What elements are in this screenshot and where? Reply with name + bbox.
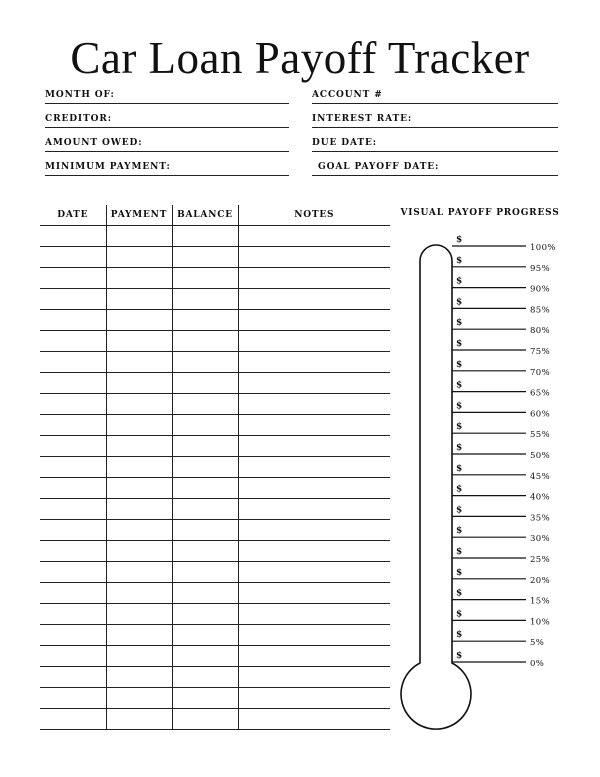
date-cell[interactable] — [40, 646, 106, 667]
table-row — [40, 352, 390, 373]
table-row — [40, 478, 390, 499]
table-row — [40, 625, 390, 646]
date-cell[interactable] — [40, 268, 106, 289]
payment-cell[interactable] — [106, 394, 172, 415]
balance-cell[interactable] — [172, 604, 238, 625]
progress-dollar-sign: $ — [456, 276, 463, 287]
balance-cell[interactable] — [172, 415, 238, 436]
table-row — [40, 709, 390, 730]
progress-level-label: 70% — [530, 367, 551, 378]
balance-cell[interactable] — [172, 436, 238, 457]
balance-cell[interactable] — [172, 457, 238, 478]
progress-dollar-sign: $ — [456, 359, 463, 370]
balance-column-header: BALANCE — [172, 205, 238, 226]
date-cell[interactable] — [40, 499, 106, 520]
notes-cell[interactable] — [238, 667, 390, 688]
notes-column-header: NOTES — [238, 205, 390, 226]
date-cell[interactable] — [40, 415, 106, 436]
balance-cell[interactable] — [172, 667, 238, 688]
amount-owed-field[interactable] — [45, 137, 289, 152]
table-header-row — [40, 205, 390, 226]
date-cell[interactable] — [40, 688, 106, 709]
payoff-thermometer — [390, 230, 570, 740]
page-title: Car Loan Payoff Tracker — [70, 33, 530, 83]
table-row — [40, 247, 390, 268]
notes-cell[interactable] — [238, 415, 390, 436]
date-cell[interactable] — [40, 583, 106, 604]
table-row — [40, 436, 390, 457]
amount-owed-label: AMOUNT OWED: — [45, 138, 143, 148]
date-cell[interactable] — [40, 373, 106, 394]
payment-cell[interactable] — [106, 646, 172, 667]
balance-cell[interactable] — [172, 541, 238, 562]
payment-cell[interactable] — [106, 604, 172, 625]
progress-level-label: 20% — [530, 575, 551, 586]
interest-rate-label: INTEREST RATE: — [312, 114, 413, 124]
date-cell[interactable] — [40, 541, 106, 562]
notes-cell[interactable] — [238, 646, 390, 667]
progress-level-label: 65% — [530, 388, 551, 399]
table-row — [40, 562, 390, 583]
progress-level-label: 55% — [530, 430, 551, 441]
payment-cell[interactable] — [106, 541, 172, 562]
payment-cell[interactable] — [106, 625, 172, 646]
progress-dollar-sign: $ — [456, 484, 463, 495]
progress-dollar-sign: $ — [456, 609, 463, 620]
table-row — [40, 310, 390, 331]
payment-cell[interactable] — [106, 520, 172, 541]
balance-cell[interactable] — [172, 331, 238, 352]
balance-cell[interactable] — [172, 289, 238, 310]
notes-cell[interactable] — [238, 310, 390, 331]
progress-level-label: 35% — [530, 513, 551, 524]
payment-cell[interactable] — [106, 478, 172, 499]
progress-level-label: 75% — [530, 347, 551, 357]
payment-cell[interactable] — [106, 688, 172, 709]
progress-level-label: 50% — [530, 451, 551, 461]
payment-cell[interactable] — [106, 709, 172, 730]
date-cell[interactable] — [40, 289, 106, 310]
notes-cell[interactable] — [238, 625, 390, 646]
date-cell[interactable] — [40, 625, 106, 646]
balance-cell[interactable] — [172, 310, 238, 331]
balance-cell[interactable] — [172, 478, 238, 499]
progress-dollar-sign: $ — [456, 401, 463, 412]
date-cell[interactable] — [40, 394, 106, 415]
payment-cell[interactable] — [106, 268, 172, 289]
payment-log-table — [40, 205, 390, 730]
table-row — [40, 289, 390, 310]
payment-cell[interactable] — [106, 436, 172, 457]
payment-cell[interactable] — [106, 667, 172, 688]
progress-level-label: 45% — [530, 471, 551, 482]
balance-cell[interactable] — [172, 583, 238, 604]
balance-cell[interactable] — [172, 352, 238, 373]
progress-level-label: 85% — [530, 305, 551, 316]
notes-cell[interactable] — [238, 289, 390, 310]
payment-cell[interactable] — [106, 289, 172, 310]
notes-cell[interactable] — [238, 373, 390, 394]
goal-payoff-date-label: GOAL PAYOFF DATE: — [318, 162, 440, 172]
notes-cell[interactable] — [238, 436, 390, 457]
table-row — [40, 394, 390, 415]
payment-column-header: PAYMENT — [106, 205, 172, 226]
progress-dollar-sign: $ — [456, 380, 463, 391]
progress-dollar-sign: $ — [456, 235, 463, 245]
date-cell[interactable] — [40, 352, 106, 373]
payment-cell[interactable] — [106, 352, 172, 373]
notes-cell[interactable] — [238, 394, 390, 415]
payment-log-body — [40, 226, 390, 730]
date-cell[interactable] — [40, 709, 106, 730]
due-date-field[interactable] — [312, 137, 558, 152]
balance-cell[interactable] — [172, 226, 238, 247]
table-row — [40, 268, 390, 289]
notes-cell[interactable] — [238, 688, 390, 709]
notes-cell[interactable] — [238, 520, 390, 541]
payment-cell[interactable] — [106, 331, 172, 352]
date-cell[interactable] — [40, 226, 106, 247]
table-row — [40, 541, 390, 562]
table-row — [40, 415, 390, 436]
table-row — [40, 373, 390, 394]
progress-level-label: 0% — [530, 659, 545, 669]
progress-dollar-sign: $ — [456, 630, 463, 641]
date-cell[interactable] — [40, 247, 106, 268]
balance-cell[interactable] — [172, 247, 238, 268]
progress-dollar-sign: $ — [456, 318, 463, 329]
progress-dollar-sign: $ — [456, 588, 463, 599]
table-row — [40, 667, 390, 688]
notes-cell[interactable] — [238, 499, 390, 520]
payment-cell[interactable] — [106, 415, 172, 436]
notes-cell[interactable] — [238, 541, 390, 562]
progress-dollar-sign: $ — [456, 422, 463, 433]
interest-rate-field[interactable] — [312, 113, 558, 128]
notes-cell[interactable] — [238, 352, 390, 373]
progress-level-label: 30% — [530, 534, 551, 545]
notes-cell[interactable] — [238, 562, 390, 583]
progress-level-label: 25% — [530, 555, 551, 565]
notes-cell[interactable] — [238, 331, 390, 352]
progress-dollar-sign: $ — [456, 567, 463, 578]
table-row — [40, 688, 390, 709]
progress-dollar-sign: $ — [456, 651, 463, 661]
progress-dollar-sign: $ — [456, 297, 463, 308]
progress-dollar-sign: $ — [456, 547, 463, 557]
notes-cell[interactable] — [238, 709, 390, 730]
progress-dollar-sign: $ — [456, 443, 463, 453]
table-row — [40, 583, 390, 604]
date-cell[interactable] — [40, 478, 106, 499]
progress-dollar-sign: $ — [456, 255, 463, 266]
payment-cell[interactable] — [106, 562, 172, 583]
date-cell[interactable] — [40, 310, 106, 331]
balance-cell[interactable] — [172, 520, 238, 541]
payment-cell[interactable] — [106, 457, 172, 478]
minimum-payment-field[interactable] — [45, 161, 289, 176]
progress-level-label: 5% — [530, 638, 545, 649]
notes-cell[interactable] — [238, 268, 390, 289]
date-cell[interactable] — [40, 331, 106, 352]
notes-cell[interactable] — [238, 583, 390, 604]
table-row — [40, 457, 390, 478]
payment-cell[interactable] — [106, 310, 172, 331]
balance-cell[interactable] — [172, 688, 238, 709]
progress-level-label: 80% — [530, 326, 551, 337]
table-row — [40, 499, 390, 520]
payment-cell[interactable] — [106, 583, 172, 604]
date-cell[interactable] — [40, 520, 106, 541]
progress-level-label: 60% — [530, 409, 551, 420]
balance-cell[interactable] — [172, 268, 238, 289]
month-of-field[interactable] — [45, 89, 289, 104]
goal-payoff-date-field[interactable] — [312, 161, 558, 176]
notes-cell[interactable] — [238, 478, 390, 499]
due-date-label: DUE DATE: — [312, 138, 377, 148]
date-column-header: DATE — [40, 205, 106, 226]
table-row — [40, 331, 390, 352]
table-row — [40, 604, 390, 625]
progress-dollar-sign: $ — [456, 526, 463, 537]
payment-cell[interactable] — [106, 373, 172, 394]
payment-cell[interactable] — [106, 499, 172, 520]
balance-cell[interactable] — [172, 562, 238, 583]
progress-level-label: 90% — [530, 284, 551, 295]
table-row — [40, 226, 390, 247]
date-cell[interactable] — [40, 436, 106, 457]
notes-cell[interactable] — [238, 247, 390, 268]
account-label: ACCOUNT # — [312, 90, 383, 100]
progress-dollar-sign: $ — [456, 505, 463, 516]
progress-level-label: 95% — [530, 263, 551, 274]
balance-cell[interactable] — [172, 499, 238, 520]
date-cell[interactable] — [40, 457, 106, 478]
progress-level-label: 40% — [530, 492, 551, 503]
progress-level-label: 15% — [530, 596, 551, 607]
progress-level-label: 10% — [530, 617, 551, 628]
balance-cell[interactable] — [172, 625, 238, 646]
balance-cell[interactable] — [172, 373, 238, 394]
table-row — [40, 520, 390, 541]
notes-cell[interactable] — [238, 604, 390, 625]
balance-cell[interactable] — [172, 709, 238, 730]
table-row — [40, 646, 390, 667]
date-cell[interactable] — [40, 604, 106, 625]
creditor-field[interactable] — [45, 113, 289, 128]
balance-cell[interactable] — [172, 394, 238, 415]
notes-cell[interactable] — [238, 226, 390, 247]
creditor-label: CREDITOR: — [45, 114, 112, 124]
month-of-label: MONTH OF: — [45, 90, 115, 100]
notes-cell[interactable] — [238, 457, 390, 478]
date-cell[interactable] — [40, 667, 106, 688]
progress-level-label: 100% — [530, 243, 556, 253]
balance-cell[interactable] — [172, 646, 238, 667]
account-field[interactable] — [312, 89, 558, 104]
progress-dollar-sign: $ — [456, 339, 463, 349]
payment-cell[interactable] — [106, 247, 172, 268]
date-cell[interactable] — [40, 562, 106, 583]
progress-dollar-sign: $ — [456, 463, 463, 474]
payment-cell[interactable] — [106, 226, 172, 247]
progress-title: VISUAL PAYOFF PROGRESS — [400, 208, 560, 218]
minimum-payment-label: MINIMUM PAYMENT: — [45, 162, 171, 172]
